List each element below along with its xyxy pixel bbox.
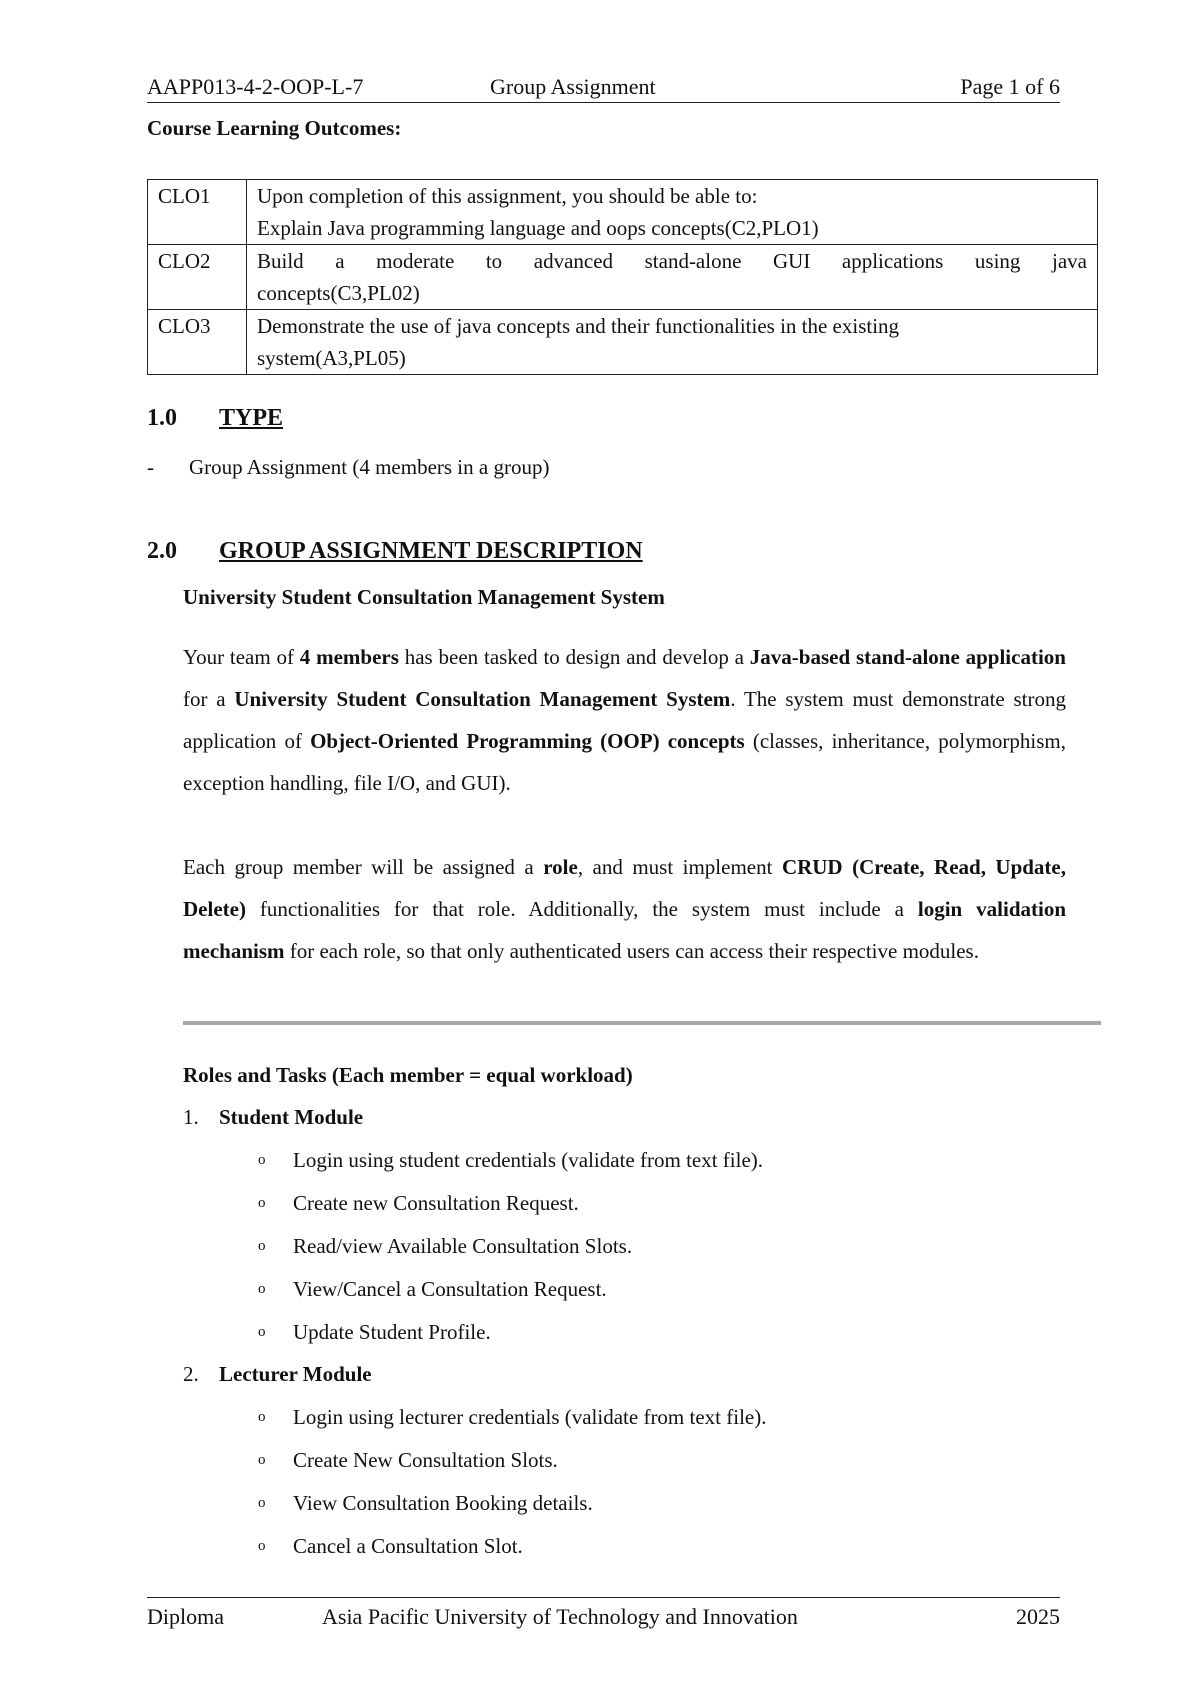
clo-line: concepts(C3,PL02) [257,281,420,305]
task-text: View/Cancel a Consultation Request. [293,1277,607,1301]
module-number: 2. [183,1362,199,1386]
text-run: (classes, inheritance, polymorphism, exception handling, file I/O, and GUI). [183,729,1066,795]
clo-code: CLO1 [148,180,247,245]
clo-description [247,310,1098,375]
bullet-icon: o [258,1324,266,1340]
footer-level: Diploma [147,1604,224,1629]
footer-year: 2025 [1016,1604,1060,1629]
clo-line: Upon completion of this assignment, you should be able to: [257,184,758,208]
text-run: for a [183,687,235,711]
page-header [147,72,1060,103]
page-footer [147,1597,1060,1634]
section-description-heading [147,538,947,570]
text-run: University Student Consultation Management System [234,687,731,711]
description-paragraph-1 [183,636,1066,804]
clo-code: CLO3 [148,310,247,375]
header-title: Group Assignment [490,74,656,99]
student-module-heading [183,1105,583,1135]
text-run: Object-Oriented Programming (OOP) concepts [310,729,745,753]
table-row [148,245,1098,310]
bullet-icon: o [258,1195,266,1211]
clo-description [247,180,1098,245]
clo-line: Explain Java programming language and oops concepts(C2,PLO1) [257,216,819,240]
text-run: . The system must demonstrate strong application of [183,687,1067,753]
bullet-icon: o [258,1238,266,1254]
system-subtitle: University Student Consultation Management System [183,585,665,609]
clo-line: Demonstrate the use of java concepts and their functionalities in the existing [257,314,900,338]
table-row [148,180,1098,245]
lecturer-module-heading [183,1362,583,1392]
section-number: 2.0 [147,538,177,564]
type-item: Group Assignment (4 members in a group) [189,455,550,479]
bullet-icon: o [258,1538,266,1554]
text-run: login validation mechanism [183,897,1067,963]
task-text: Login using lecturer credentials (validate from text file). [293,1405,767,1429]
section-type-heading [147,405,547,437]
text-run: functionalities for that role. Additionally, the system must include a [245,897,918,921]
text-run: Each group member will be assigned a [183,855,544,879]
bullet-icon: o [258,1281,266,1297]
text-run: has been tasked to design and develop a [398,645,750,669]
module-number: 1. [183,1105,199,1129]
course-code: AAPP013-4-2-OOP-L-7 [147,74,364,99]
task-text: Login using student credentials (validate from text file). [293,1148,764,1172]
clo-code: CLO2 [148,245,247,310]
roles-heading: Roles and Tasks (Each member = equal workload) [183,1063,633,1087]
clo-line: system(A3,PL05) [257,346,406,370]
clo-heading: Course Learning Outcomes: [147,116,402,140]
text-run: 4 members [299,645,399,669]
task-text: Update Student Profile. [293,1320,491,1344]
module-title: Lecturer Module [219,1362,372,1386]
section-title: GROUP ASSIGNMENT DESCRIPTION [219,538,643,564]
section-number: 1.0 [147,405,177,431]
section-title: TYPE [219,405,284,431]
table-row [148,310,1098,375]
type-dash: - [147,455,154,479]
text-run: CRUD (Create, Read, Update, Delete) [183,855,1067,921]
text-run: for each role, so that only authenticated users can access their respective modules. [284,939,979,963]
clo-description [247,245,1098,310]
bullet-icon: o [258,1152,266,1168]
task-text: Cancel a Consultation Slot. [293,1534,523,1558]
bullet-icon: o [258,1495,266,1511]
text-run: Java-based stand-alone application [749,645,1066,669]
bullet-icon: o [258,1452,266,1468]
module-title: Student Module [219,1105,364,1129]
text-run: , and must implement [577,855,782,879]
task-text: Create new Consultation Request. [293,1191,579,1215]
description-paragraph-2 [183,846,1066,972]
task-text: View Consultation Booking details. [293,1491,593,1515]
task-text: Read/view Available Consultation Slots. [293,1234,633,1258]
horizontal-divider [183,1021,1101,1025]
bullet-icon: o [258,1409,266,1425]
clo-line: Build a moderate to advanced stand-alone GUI applications using java [257,249,1087,273]
page-number: Page 1 of 6 [960,74,1060,99]
text-run: role [543,855,578,879]
task-text: Create New Consultation Slots. [293,1448,558,1472]
clo-table [147,179,1098,375]
footer-university: Asia Pacific University of Technology and Innovation [322,1604,798,1629]
text-run: Your team of [183,645,300,669]
